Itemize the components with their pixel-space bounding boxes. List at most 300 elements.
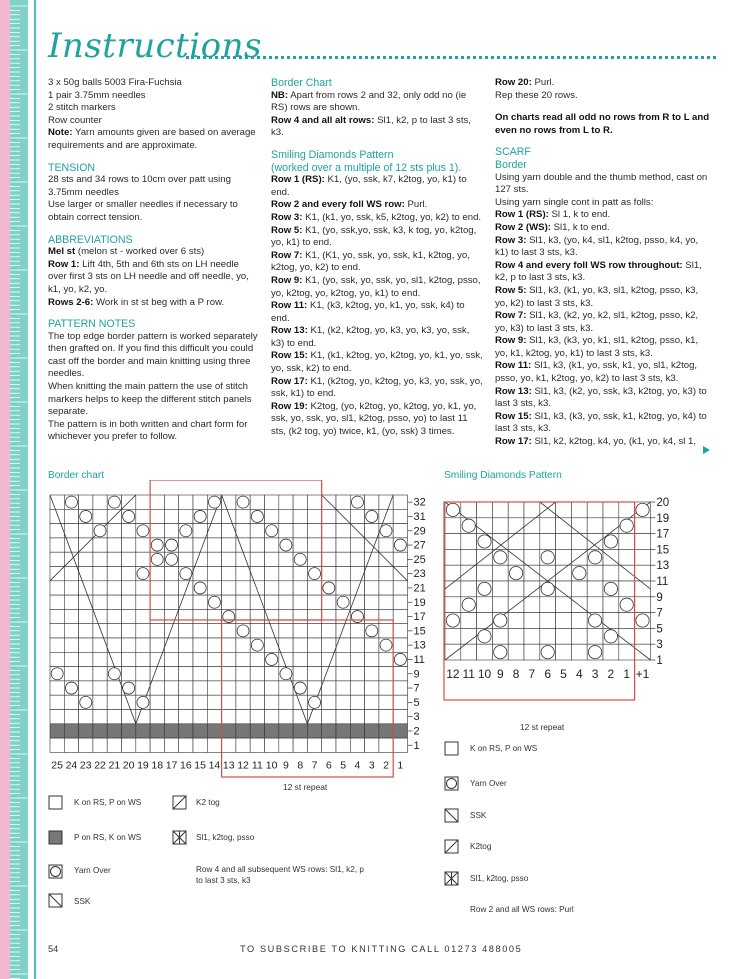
chart-cell	[322, 738, 336, 752]
chart-cell	[64, 509, 78, 523]
col-label: 23	[79, 759, 92, 772]
chart-cell	[50, 581, 64, 595]
yarn-over-mark	[394, 539, 406, 551]
chart-cell	[64, 609, 78, 623]
chart-cell	[635, 549, 651, 565]
chart-cell	[50, 695, 64, 709]
side-ruler	[0, 0, 40, 979]
chart-cell	[236, 609, 250, 623]
chart-cell	[540, 534, 556, 550]
yarn-over-mark	[123, 510, 135, 522]
chart-cell	[164, 638, 178, 652]
rkey-k2tog: K2tog	[470, 842, 492, 851]
yarn-over-mark	[251, 510, 263, 522]
chart-cell	[265, 638, 279, 652]
yarn-over-mark	[108, 496, 120, 508]
row-label: 7	[656, 607, 663, 620]
chart-cell	[222, 624, 236, 638]
chart-cell	[250, 552, 264, 566]
row-label: 25	[413, 553, 426, 566]
chart-cell	[179, 738, 193, 752]
chart-cell	[477, 644, 493, 660]
chart-cell	[365, 609, 379, 623]
scarf-heading: SCARF	[495, 146, 531, 159]
yarn-over-mark	[478, 535, 491, 548]
chart-cell	[50, 552, 64, 566]
pattern-row: Row 11: Sl1, k3, (k1, yo, ssk, k1, yo, sl1, k2tog, psso, yo, k1, k2tog, yo, k2) to last 3 sts, k3.	[495, 360, 698, 385]
chart-cell	[336, 638, 350, 652]
key-p-on-rs: P on RS, K on WS	[74, 833, 142, 842]
chart-cell	[336, 738, 350, 752]
yarn-over-mark	[604, 582, 617, 595]
row-label: 23	[413, 568, 426, 581]
chart-cell	[635, 534, 651, 550]
chart-cell	[365, 567, 379, 581]
chart-cell	[50, 509, 64, 523]
yarn-over-mark	[588, 551, 601, 564]
chart-cell	[193, 681, 207, 695]
pattern-row: Row 3: K1, (k1, yo, ssk, k5, k2tog, yo, k2) to end.	[271, 211, 482, 223]
smiling-repeat-label: 12 st repeat	[520, 722, 565, 732]
pattern-row: Row 9: K1, (yo, ssk, yo, ssk, yo, sl1, k2tog, psso, yo, k2tog, yo, k2tog, yo, k1) to end.	[271, 274, 481, 299]
chart-cell	[93, 624, 107, 638]
chart-cell	[322, 695, 336, 709]
col-label: 22	[94, 759, 106, 772]
col-label: 1	[623, 667, 631, 681]
yarn-over-mark	[573, 566, 586, 579]
chart-cell	[150, 724, 164, 738]
pattern-row: Row 2 and every foll WS row: Purl.	[271, 199, 428, 211]
chart-cell	[236, 681, 250, 695]
row-label: 17	[413, 611, 426, 624]
chart-cell	[107, 609, 121, 623]
chart-cell	[379, 724, 393, 738]
chart-cell	[136, 724, 150, 738]
rkey-sl1: Sl1, k2tog, psso	[470, 874, 529, 883]
yarn-over-mark	[541, 645, 554, 658]
chart-cell	[207, 738, 221, 752]
chart-cell	[222, 567, 236, 581]
chart-cell	[265, 667, 279, 681]
chart-cell	[64, 724, 78, 738]
chart-cell	[250, 538, 264, 552]
yarn-over-mark	[80, 696, 92, 708]
chart-cell	[477, 597, 493, 613]
chart-cell	[150, 495, 164, 509]
chart-cell	[336, 524, 350, 538]
chart-cell	[193, 695, 207, 709]
chart-cell	[193, 624, 207, 638]
chart-cell	[136, 495, 150, 509]
chart-cell	[379, 567, 393, 581]
col-label: 2	[607, 667, 615, 681]
chart-cell	[279, 724, 293, 738]
chart-cell	[179, 681, 193, 695]
chart-cell	[587, 502, 603, 518]
chart-cell	[445, 628, 461, 644]
chart-cell	[136, 638, 150, 652]
chart-cell	[179, 667, 193, 681]
col-label: 12	[446, 667, 460, 681]
yarn-over-mark	[541, 582, 554, 595]
yarn-over-mark	[366, 510, 378, 522]
pattern-row: Row 11: K1, (k3, k2tog, yo, k1, yo, ssk, k4) to end.	[271, 300, 465, 324]
chart-cell	[136, 738, 150, 752]
chart-cell	[179, 509, 193, 523]
yarn-over-mark	[65, 682, 77, 694]
chart-cell	[50, 724, 64, 738]
chart-cell	[307, 638, 321, 652]
scarf-rows	[495, 209, 710, 448]
yarn-over-mark	[194, 510, 206, 522]
border-heading: Border	[495, 158, 527, 171]
row-label: 13	[656, 560, 670, 573]
chart-cell	[179, 581, 193, 595]
chart-cell	[179, 710, 193, 724]
chart-cell	[79, 581, 93, 595]
chart-cell	[393, 495, 407, 509]
chart-cell	[477, 613, 493, 629]
yarn-over-mark	[351, 611, 363, 623]
chart-cell	[540, 613, 556, 629]
chart-cell	[619, 581, 635, 597]
chart-cell	[64, 624, 78, 638]
chart-cell	[393, 667, 407, 681]
chart-cell	[79, 624, 93, 638]
yarn-over-mark	[208, 496, 220, 508]
row-label: 1	[413, 739, 420, 752]
chart-cell	[250, 581, 264, 595]
chart-cell	[79, 667, 93, 681]
pattern-row: Row 4 and every foll WS row throughout: Sl1, k2, p to last 3 sts, k3.	[495, 259, 702, 284]
chart-cell	[524, 613, 540, 629]
chart-cell	[619, 613, 635, 629]
chart-cell	[540, 565, 556, 581]
chart-cell	[619, 534, 635, 550]
yarn-over-mark	[280, 668, 292, 680]
row-label: 29	[413, 525, 426, 538]
chart-cell	[236, 695, 250, 709]
col-label: 18	[151, 759, 164, 772]
row-label: 1	[656, 655, 663, 667]
chart-cell	[322, 595, 336, 609]
col-label: 13	[222, 759, 235, 772]
rkey-ssk: SSK	[470, 811, 487, 820]
yarn-over-mark	[323, 582, 335, 594]
chart-cell	[236, 710, 250, 724]
chart-cell	[250, 567, 264, 581]
chart-cell	[556, 628, 572, 644]
chart-cell	[265, 538, 279, 552]
pattern-row: Row 17: K1, (k2tog, yo, k2tog, yo, k3, yo, ssk, yo, ssk, k1) to end.	[271, 375, 483, 400]
chart-cell	[193, 552, 207, 566]
chart-cell	[336, 581, 350, 595]
chart-cell	[571, 613, 587, 629]
yarn-over-mark	[51, 668, 63, 680]
chart-cell	[150, 710, 164, 724]
chart-cell	[350, 695, 364, 709]
yarn-over-mark	[604, 630, 617, 643]
chart-cell	[93, 667, 107, 681]
pattern-row: Row 7: Sl1, k3, (k2, yo, k2, sl1, k2tog, psso, k2, yo, k3) to last 3 sts, k3.	[495, 310, 699, 334]
chart-cell	[293, 724, 307, 738]
chart-cell	[393, 724, 407, 738]
yarn-over-mark	[380, 639, 392, 651]
note-1: The top edge border pattern is worked separately then grafted on. If you find this difficult you could cast off the border and main knitting using three needles.	[48, 330, 258, 380]
chart-cell	[64, 738, 78, 752]
row-label: 3	[656, 639, 663, 652]
chart-cell	[365, 738, 379, 752]
chart-cell	[207, 695, 221, 709]
col-label: 8	[512, 667, 520, 681]
smiling-chart	[440, 490, 700, 720]
chart-cell	[236, 738, 250, 752]
chart-cell	[350, 552, 364, 566]
chart-cell	[508, 581, 524, 597]
tension-heading: TENSION	[48, 161, 96, 174]
chart-cell	[150, 667, 164, 681]
chart-cell	[179, 609, 193, 623]
chart-cell	[603, 613, 619, 629]
chart-cell	[193, 609, 207, 623]
chart-cell	[293, 538, 307, 552]
pattern-row: Row 1 (RS): Sl 1, k to end.	[495, 209, 611, 221]
chart-cell	[322, 509, 336, 523]
yarn-over-mark	[478, 630, 491, 643]
chart-cell	[587, 581, 603, 597]
chart-cell	[193, 495, 207, 509]
chart-cell	[524, 597, 540, 613]
yarn-over-mark	[266, 525, 278, 537]
chart-cell	[207, 710, 221, 724]
yarn-over-mark	[151, 539, 163, 551]
left-column	[48, 77, 258, 444]
chart-cell	[379, 710, 393, 724]
chart-cell	[93, 581, 107, 595]
col-label: 9	[496, 667, 504, 681]
row-label: 2	[413, 725, 420, 738]
chart-cell	[79, 524, 93, 538]
chart-cell	[250, 710, 264, 724]
chart-cell	[150, 567, 164, 581]
chart-cell	[379, 595, 393, 609]
chart-cell	[179, 695, 193, 709]
chart-cell	[136, 595, 150, 609]
chart-cell	[365, 667, 379, 681]
chart-cell	[322, 638, 336, 652]
col-label: 19	[137, 759, 149, 772]
col-label: 4	[354, 759, 361, 772]
chart-cell	[603, 597, 619, 613]
col-label: 6	[544, 667, 552, 681]
yarn-over-mark	[309, 696, 321, 708]
yarn-over-mark	[636, 614, 649, 627]
chart-cell	[461, 581, 477, 597]
chart-cell	[179, 495, 193, 509]
chart-cell	[556, 597, 572, 613]
ruler-graphic	[0, 0, 40, 979]
chart-cell	[50, 652, 64, 666]
chart-cell	[279, 595, 293, 609]
row-label: 19	[656, 512, 670, 525]
chart-cell	[571, 597, 587, 613]
yarn-over-mark	[541, 551, 554, 564]
chart-cell	[571, 518, 587, 534]
chart-cell	[136, 538, 150, 552]
chart-cell	[293, 695, 307, 709]
note-3: The pattern is in both written and chart form for whichever you prefer to follow.	[48, 418, 248, 443]
chart-cell	[445, 644, 461, 660]
chart-cell	[122, 710, 136, 724]
chart-cell	[222, 509, 236, 523]
col-label: 10	[477, 667, 492, 681]
chart-cell	[64, 581, 78, 595]
chart-cell	[293, 738, 307, 752]
chart-cell	[50, 495, 64, 509]
chart-cell	[492, 581, 508, 597]
chart-cell	[222, 652, 236, 666]
chart-cell	[193, 710, 207, 724]
yarn-over-mark	[237, 496, 249, 508]
yarn-over-mark	[446, 503, 459, 516]
chart-cell	[307, 724, 321, 738]
yarn-over-mark	[194, 582, 206, 594]
chart-cell	[379, 538, 393, 552]
chart-cell	[50, 524, 64, 538]
chart-cell	[293, 609, 307, 623]
chart-cell	[279, 624, 293, 638]
yarn-over-mark	[351, 496, 363, 508]
chart-cell	[164, 567, 178, 581]
yarn-over-mark	[494, 645, 507, 658]
chart-cell	[236, 667, 250, 681]
chart-cell	[236, 595, 250, 609]
yarn-over-mark	[108, 668, 120, 680]
chart-cell	[393, 738, 407, 752]
smiling-chart-title: Smiling Diamonds Pattern	[444, 470, 562, 481]
chart-cell	[365, 524, 379, 538]
chart-cell	[393, 638, 407, 652]
chart-cell	[250, 681, 264, 695]
row-label: 27	[413, 539, 426, 552]
chart-cell	[492, 518, 508, 534]
chart-cell	[64, 595, 78, 609]
chart-cell	[79, 738, 93, 752]
row-label: 3	[413, 711, 420, 724]
chart-cell	[150, 652, 164, 666]
pattern-row: Row 9: Sl1, k3, (k3, yo, k1, sl1, k2tog, psso, k1, yo, k1, k2tog, yo, k1) to last 3 sts, k3.	[495, 335, 699, 359]
col-label: 10	[265, 759, 278, 772]
chart-cell	[265, 495, 279, 509]
chart-cell	[107, 524, 121, 538]
chart-cell	[307, 524, 321, 538]
chart-cell	[307, 538, 321, 552]
chart-cell	[236, 552, 250, 566]
row-label: 19	[413, 596, 426, 609]
yarn-over-mark	[94, 525, 106, 537]
chart-cell	[393, 595, 407, 609]
chart-cell	[164, 652, 178, 666]
chart-cell	[477, 518, 493, 534]
chart-cell	[336, 552, 350, 566]
chart-cell	[250, 724, 264, 738]
pattern-row: Row 3: Sl1, k3, (yo, k4, sl1, k2tog, psso, k4, yo, k1) to last 3 sts, k3.	[495, 234, 699, 259]
chart-cell	[193, 567, 207, 581]
ruler-pink-band	[0, 0, 10, 979]
chart-cell	[336, 652, 350, 666]
chart-cell	[350, 738, 364, 752]
chart-cell	[250, 695, 264, 709]
chart-cell	[571, 581, 587, 597]
abbr-rows26: Rows 2-6: Work in st st beg with a P row.	[48, 296, 225, 308]
chart-cell	[150, 624, 164, 638]
chart-cell	[571, 534, 587, 550]
chart-cell	[107, 681, 121, 695]
chart-cell	[222, 552, 236, 566]
chart-cell	[350, 667, 364, 681]
chart-cell	[508, 534, 524, 550]
chart-cell	[207, 609, 221, 623]
chart-cell	[524, 628, 540, 644]
yarn-over-mark	[237, 625, 249, 637]
chart-cell	[250, 667, 264, 681]
title-dotted-rule	[186, 56, 716, 59]
chart-cell	[207, 524, 221, 538]
chart-cell	[307, 495, 321, 509]
chart-cell	[250, 609, 264, 623]
chart-cell	[250, 495, 264, 509]
chart-cell	[461, 549, 477, 565]
chart-cell	[307, 652, 321, 666]
chart-cell	[207, 638, 221, 652]
chart-cell	[107, 710, 121, 724]
border-intro-2: Using yarn single cont in patt as folls:	[495, 196, 654, 208]
chart-cell	[64, 695, 78, 709]
chart-cell	[136, 609, 150, 623]
chart-cell	[307, 624, 321, 638]
chart-cell	[79, 595, 93, 609]
chart-cell	[107, 638, 121, 652]
smiling-rows	[271, 174, 483, 438]
chart-cell	[524, 549, 540, 565]
chart-cell	[350, 567, 364, 581]
repeat-rows: Rep these 20 rows.	[495, 89, 578, 101]
tension-2: Use larger or smaller needles if necessary to obtain correct tension.	[48, 199, 238, 223]
yarn-over-mark	[636, 503, 649, 516]
chart-cell	[508, 613, 524, 629]
chart-cell	[122, 652, 136, 666]
col-label: 2	[383, 759, 389, 772]
chart-cell	[164, 681, 178, 695]
pattern-row: Row 15: K1, (k1, k2tog, yo, k2tog, yo, k1, yo, ssk, yo, ssk, k2) to end.	[271, 350, 483, 375]
chart-cell	[164, 509, 178, 523]
chart-cell	[524, 502, 540, 518]
chart-cell	[50, 595, 64, 609]
chart-cell	[265, 681, 279, 695]
chart-cell	[603, 644, 619, 660]
row-label: 17	[656, 528, 670, 541]
chart-cell	[150, 595, 164, 609]
yarn-over-mark	[294, 682, 306, 694]
chart-cell	[265, 724, 279, 738]
chart-cell	[350, 595, 364, 609]
page-title: Instructions	[48, 26, 262, 66]
yarn-over-mark	[294, 553, 306, 565]
chart-cell	[322, 710, 336, 724]
row-label: 21	[413, 582, 426, 595]
chart-cell	[350, 581, 364, 595]
chart-cell	[250, 524, 264, 538]
